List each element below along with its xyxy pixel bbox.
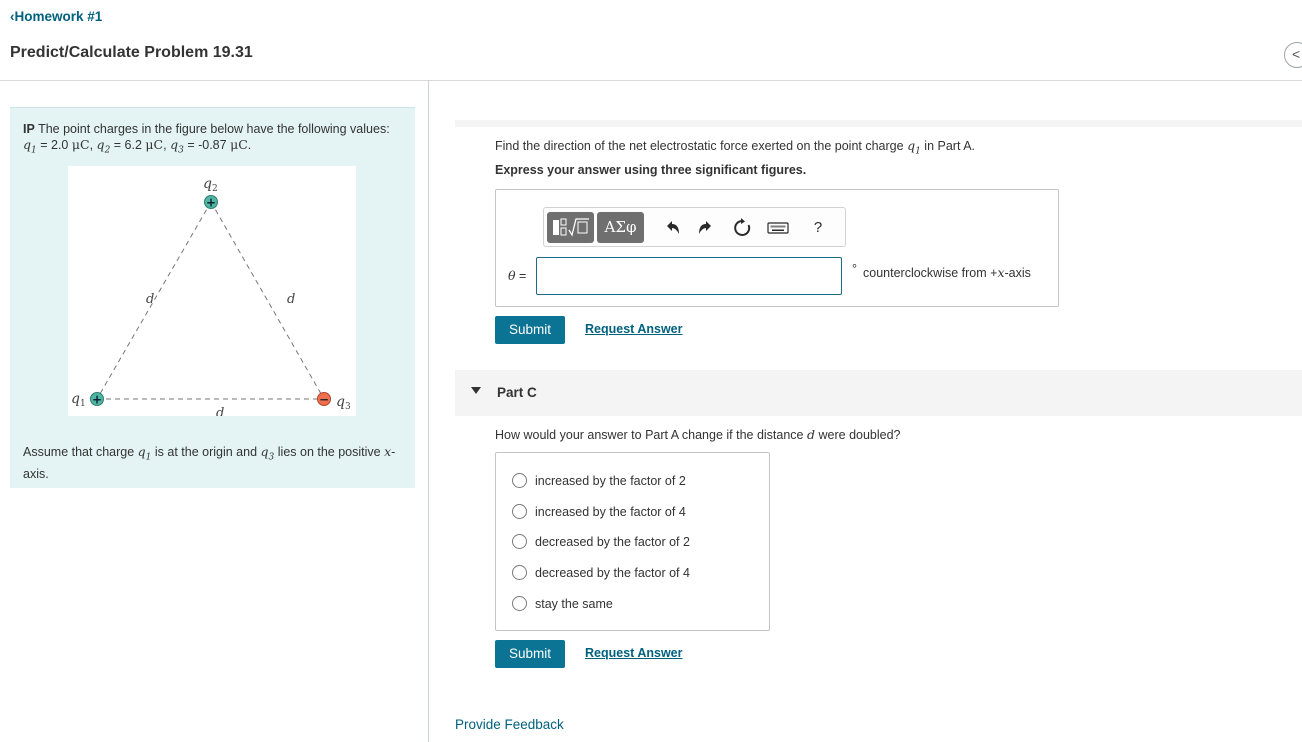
caret-down-icon xyxy=(471,387,481,394)
templates-icon xyxy=(547,212,594,243)
choice-label: decreased by the factor of 4 xyxy=(535,566,690,580)
label-q3: q xyxy=(336,394,345,410)
choice-label: increased by the factor of 4 xyxy=(535,505,686,519)
charge-value-q2: $q_2 = 6.2$ μC, xyxy=(96,137,167,156)
charge-triangle-figure xyxy=(68,166,356,416)
label-q3-sub: 3 xyxy=(345,402,351,412)
reset-icon xyxy=(730,212,754,243)
ip-prefix: IP xyxy=(23,122,35,136)
choice-label: stay the same xyxy=(535,597,613,611)
choice-label: increased by the factor of 2 xyxy=(535,474,686,488)
part-b-submit-button[interactable]: Submit xyxy=(495,316,565,344)
charge-value-q3: $q_3 = -0.87$ μC. xyxy=(170,137,252,156)
intro-text: The point charges in the figure below have the following values: xyxy=(38,122,390,136)
part-c-submit-button[interactable]: Submit xyxy=(495,640,565,668)
label-d-left: d xyxy=(146,292,155,307)
redo-icon xyxy=(694,212,718,243)
label-d-right: d xyxy=(287,292,296,307)
chevron-left-icon: ‹ xyxy=(10,9,15,24)
plus-sign-q2: + xyxy=(205,195,217,210)
charge-value-q1: $q_1 = 2.0$ μC, xyxy=(23,137,94,156)
back-link-label: Homework #1 xyxy=(14,9,103,24)
radio-button[interactable] xyxy=(512,534,527,549)
label-q1: q xyxy=(71,391,80,407)
column-divider xyxy=(428,80,429,742)
part-c-label: Part C xyxy=(497,385,537,400)
provide-feedback-link[interactable]: Provide Feedback xyxy=(455,717,564,732)
minus-sign-q3: − xyxy=(318,392,330,407)
reset-button[interactable] xyxy=(730,212,754,243)
assumption-text: Assume that charge $q_1$ is at the origin and $q_3$ lies on the positive x-axis. xyxy=(23,444,396,481)
part-c-choices xyxy=(495,452,770,631)
templates-button[interactable] xyxy=(547,212,594,243)
part-b-header-band xyxy=(455,120,1302,127)
problem-intro xyxy=(23,122,403,159)
label-q2-sub: 2 xyxy=(212,184,218,194)
radio-button[interactable] xyxy=(512,504,527,519)
keyboard-icon xyxy=(766,212,790,243)
chevron-left-icon: < xyxy=(1292,46,1301,62)
undo-button[interactable] xyxy=(660,212,684,243)
part-b-question: Find the direction of the net electrostatic force exerted on the point charge $q_1$ in Part A. xyxy=(495,138,976,157)
part-c-question: How would your answer to Part A change if the distance d were doubled? xyxy=(495,427,901,442)
page-title: Predict/Calculate Problem 19.31 xyxy=(10,44,253,61)
keyboard-button[interactable] xyxy=(766,212,790,243)
side-q2-q3 xyxy=(211,202,324,399)
problem-statement-panel xyxy=(10,107,415,488)
redo-button[interactable] xyxy=(694,212,718,243)
triangle-diagram xyxy=(68,166,356,416)
part-c-header[interactable] xyxy=(455,370,1302,416)
collapse-panel-button[interactable] xyxy=(1284,42,1302,68)
answer-unit-label: ° counterclockwise from +x-axis xyxy=(852,262,1031,280)
part-b-instruction: Express your answer using three significant figures. xyxy=(495,163,807,177)
part-b-request-answer-link[interactable]: Request Answer xyxy=(585,322,683,336)
part-c-request-answer-link[interactable]: Request Answer xyxy=(585,646,683,660)
part-b-answer-box xyxy=(495,189,1059,307)
choice-option[interactable] xyxy=(512,533,762,551)
label-q1-sub: 1 xyxy=(80,399,86,409)
theta-label: θ = xyxy=(508,268,527,283)
label-q2: q xyxy=(203,176,212,192)
radio-button[interactable] xyxy=(512,596,527,611)
header-divider xyxy=(0,80,1302,81)
undo-icon xyxy=(660,212,684,243)
choice-option[interactable] xyxy=(512,564,762,582)
label-d-bottom: d xyxy=(216,406,225,416)
plus-sign-q1: + xyxy=(91,392,103,407)
help-button[interactable]: ? xyxy=(813,219,823,236)
radio-button[interactable] xyxy=(512,565,527,580)
back-to-homework-link[interactable] xyxy=(10,9,102,24)
greek-symbols-button[interactable]: ΑΣφ xyxy=(597,212,644,243)
choice-option[interactable] xyxy=(512,503,762,521)
choice-option[interactable] xyxy=(512,472,762,490)
theta-answer-input[interactable] xyxy=(536,257,842,295)
radio-button[interactable] xyxy=(512,473,527,488)
choice-label: decreased by the factor of 2 xyxy=(535,535,690,549)
choice-option[interactable] xyxy=(512,595,762,613)
math-toolbar xyxy=(543,207,846,247)
